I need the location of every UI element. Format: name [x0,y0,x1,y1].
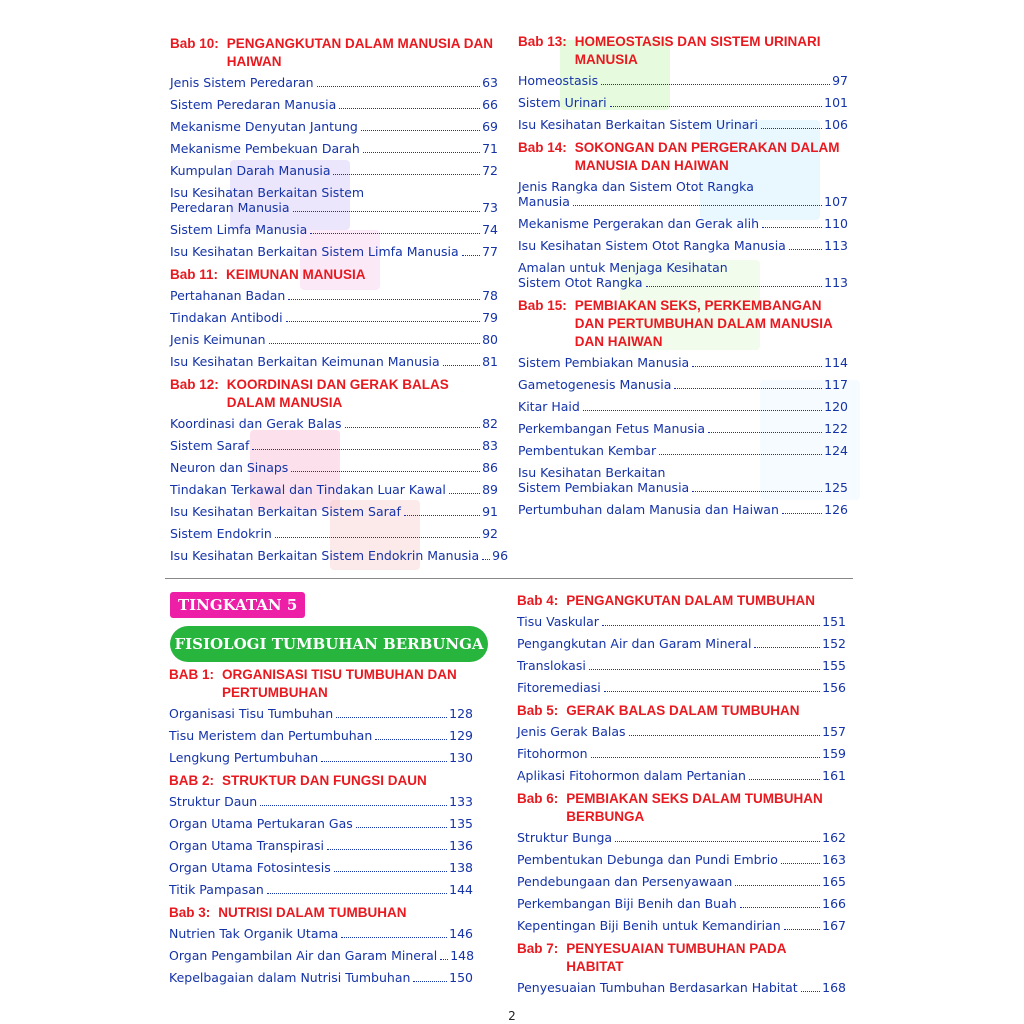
entry-title: Perkembangan Fetus Manusia [518,421,706,436]
chapter-number: Bab 3: [169,905,211,920]
entry-title: Pendebungaan dan Persenyawaan [517,874,733,889]
dot-leader [615,841,820,842]
entry-title: Fitoremediasi [517,680,601,695]
dot-leader [361,130,480,131]
chapter-heading [169,772,473,790]
toc-entry[interactable] [518,260,848,290]
chapter-heading [170,376,498,412]
dot-leader [692,366,822,367]
entry-title: Kitar Haid [518,399,580,414]
chapter-number: Bab 10: [170,36,219,51]
toc-entry[interactable] [170,222,498,237]
entry-page-number: 96 [492,548,509,563]
dot-leader [286,321,480,322]
entry-title: Fitohormon [517,746,588,761]
chapter-title: HOMEOSTASIS DAN SISTEM URINARI MANUSIA [574,34,821,67]
entry-page-number: 69 [482,119,498,134]
toc-entry[interactable] [517,636,846,651]
entry-title: Gametogenesis Manusia [518,377,672,392]
entry-page-number: 144 [449,882,473,897]
chapter-heading [518,297,848,351]
chapter-number: Bab 6: [517,791,559,806]
dot-leader [327,849,447,850]
dot-leader [659,454,822,455]
entry-page-number: 126 [824,502,848,517]
dot-leader [293,211,481,212]
toc-entry[interactable] [169,882,473,897]
entry-page-number: 117 [824,377,848,392]
dot-leader [404,515,480,516]
dot-leader [267,893,447,894]
entry-title: Koordinasi dan Gerak Balas [170,416,342,431]
entry-page-number: 83 [482,438,498,453]
dot-leader [781,863,820,864]
entry-title: Tisu Meristem dan Pertumbuhan [169,728,373,743]
entry-page-number: 74 [482,222,498,237]
toc-entry[interactable] [517,874,846,889]
dot-leader [356,827,447,828]
chapter-heading [170,35,498,71]
dot-leader [275,537,480,538]
entry-title: Homeostasis [518,73,599,88]
dot-leader [341,937,447,938]
toc-entry[interactable] [517,830,846,845]
entry-title: Organisasi Tisu Tumbuhan [169,706,334,721]
entry-page-number: 91 [482,504,498,519]
section-divider [165,578,853,579]
entry-title: Peredaran Manusia [170,200,290,215]
dot-leader [801,991,820,992]
dot-leader [321,761,447,762]
dot-leader [339,108,480,109]
dot-leader [591,757,821,758]
entry-title: Kepelbagaian dalam Nutrisi Tumbuhan [169,970,411,985]
entry-title: Mekanisme Pembekuan Darah [170,141,360,156]
entry-title: Mekanisme Denyutan Jantung [170,119,358,134]
toc-entry[interactable] [170,438,498,453]
chapter-title: ORGANISASI TISU TUMBUHAN DAN PERTUMBUHAN [222,667,457,700]
entry-title: Isu Kesihatan Berkaitan Sistem Limfa Manusia [170,244,459,259]
dot-leader [334,871,447,872]
entry-title: Penyesuaian Tumbuhan Berdasarkan Habitat [517,980,798,995]
entry-title: Isu Kesihatan Berkaitan Sistem Urinari [518,117,759,132]
entry-title: Kepentingan Biji Benih untuk Kemandirian [517,918,781,933]
entry-page-number: 146 [449,926,473,941]
chapter-heading [518,33,848,69]
contents-column-top-right [518,28,848,524]
dot-leader [345,427,481,428]
dot-leader [449,493,480,494]
toc-entry[interactable] [170,460,498,475]
chapter-number: Bab 15: [518,298,567,313]
dot-leader [440,959,448,960]
toc-entry[interactable] [170,288,498,303]
dot-leader [789,249,822,250]
entry-page-number: 86 [482,460,498,475]
toc-entry[interactable] [170,141,498,156]
chapter-number: BAB 2: [169,773,215,788]
entry-title: Struktur Bunga [517,830,613,845]
toc-entry[interactable] [170,482,498,497]
dot-leader [310,233,480,234]
toc-entry[interactable] [169,970,473,985]
dot-leader [288,299,480,300]
chapter-title: PENYESUAIAN TUMBUHAN PADA HABITAT [566,941,787,974]
chapter-number: Bab 11: [170,267,219,282]
toc-entry[interactable] [169,794,473,809]
toc-entry[interactable] [517,896,846,911]
dot-leader [333,174,480,175]
chapter-heading [518,139,848,175]
entry-page-number: 163 [822,852,846,867]
entry-title: Sistem Saraf [170,438,250,453]
toc-entry[interactable] [517,724,846,739]
dot-leader [589,669,820,670]
entry-title: Lengkung Pertumbuhan [169,750,319,765]
chapter-number: Bab 5: [517,703,559,718]
entry-title: Isu Kesihatan Berkaitan Sistem [170,185,365,200]
toc-entry[interactable] [170,416,498,431]
entry-title: Jenis Gerak Balas [517,724,626,739]
dot-leader [413,981,447,982]
entry-page-number: 124 [824,443,848,458]
entry-page-number: 155 [822,658,846,673]
entry-page-number: 152 [822,636,846,651]
toc-entry[interactable] [517,980,846,995]
dot-leader [782,513,822,514]
dot-leader [336,717,447,718]
entry-title: Manusia [518,194,570,209]
dot-leader [674,388,822,389]
toc-entry[interactable] [169,860,473,875]
entry-page-number: 72 [482,163,498,178]
chapter-heading [170,266,498,284]
toc-entry[interactable] [170,244,498,259]
dot-leader [462,255,480,256]
toc-entry[interactable] [170,97,498,112]
entry-page-number: 148 [450,948,475,963]
entry-title: Sistem Urinari [518,95,607,110]
entry-page-number: 159 [822,746,846,761]
entry-title: Organ Utama Transpirasi [169,838,324,853]
entry-title: Amalan untuk Menjaga Kesihatan [518,260,728,275]
toc-entry[interactable] [518,465,848,495]
dot-leader [749,779,820,780]
dot-leader [601,84,830,85]
toc-entry[interactable] [518,443,848,458]
entry-title: Organ Utama Fotosintesis [169,860,331,875]
entry-page-number: 82 [482,416,498,431]
entry-page-number: 107 [824,194,848,209]
dot-leader [762,227,822,228]
dot-leader [482,559,490,560]
chapter-heading [169,904,473,922]
entry-page-number: 166 [822,896,846,911]
chapter-number: Bab 12: [170,377,219,392]
entry-page-number: 161 [822,768,846,783]
chapter-title: PENGANGKUTAN DALAM MANUSIA DAN HAIWAN [226,36,494,69]
dot-leader [610,106,823,107]
toc-entry[interactable] [170,310,498,325]
toc-entry[interactable] [518,179,848,209]
chapter-heading [517,790,846,826]
entry-title: Pertumbuhan dalam Manusia dan Haiwan [518,502,779,517]
entry-title: Isu Kesihatan Berkaitan [518,465,666,480]
entry-page-number: 63 [482,75,498,90]
entry-title: Isu Kesihatan Sistem Otot Rangka Manusia [518,238,786,253]
toc-entry[interactable] [517,658,846,673]
toc-entry[interactable] [169,926,473,941]
toc-entry[interactable] [517,918,846,933]
toc-entry[interactable] [170,526,498,541]
entry-title: Isu Kesihatan Berkaitan Sistem Endokrin Manusia [170,548,480,563]
dot-leader [252,449,480,450]
entry-page-number: 92 [482,526,498,541]
entry-title: Isu Kesihatan Berkaitan Sistem Saraf [170,504,401,519]
dot-leader [269,343,480,344]
entry-page-number: 133 [449,794,473,809]
entry-title: Sistem Otot Rangka [518,275,643,290]
dot-leader [708,432,822,433]
entry-page-number: 168 [822,980,846,995]
chapter-title: PENGANGKUTAN DALAM TUMBUHAN [566,593,815,608]
entry-title: Perkembangan Biji Benih dan Buah [517,896,737,911]
entry-title: Tindakan Antibodi [170,310,283,325]
chapter-title: KOORDINASI DAN GERAK BALAS DALAM MANUSIA [226,377,449,410]
toc-entry[interactable] [518,377,848,392]
dot-leader [291,471,480,472]
entry-page-number: 113 [824,275,848,290]
toc-entry[interactable] [517,852,846,867]
entry-title: Struktur Daun [169,794,258,809]
entry-title: Pengangkutan Air dan Garam Mineral [517,636,752,651]
toc-entry[interactable] [518,216,848,231]
chapter-title: PEMBIAKAN SEKS, PERKEMBANGAN DAN PERTUMBUHAN DALAM MANUSIA DAN HAIWAN [574,298,833,349]
entry-page-number: 113 [824,238,848,253]
entry-title: Sistem Pembiakan Manusia [518,480,690,495]
toc-entry[interactable] [170,354,498,369]
entry-page-number: 122 [824,421,848,436]
chapter-heading [169,666,473,702]
entry-title: Sistem Endokrin [170,526,272,541]
dot-leader [692,491,822,492]
chapter-number: Bab 7: [517,941,559,956]
chapter-number: Bab 13: [518,34,567,49]
toc-entry[interactable] [518,117,848,132]
toc-entry[interactable] [169,706,473,721]
entry-page-number: 129 [449,728,473,743]
dot-leader [761,128,822,129]
entry-title: Nutrien Tak Organik Utama [169,926,339,941]
dot-leader [646,286,823,287]
toc-entry[interactable] [517,746,846,761]
entry-title: Sistem Pembiakan Manusia [518,355,690,370]
entry-page-number: 125 [824,480,848,495]
dot-leader [754,647,820,648]
dot-leader [317,86,481,87]
toc-entry[interactable] [518,421,848,436]
entry-page-number: 66 [482,97,498,112]
toc-entry[interactable] [170,119,498,134]
toc-entry[interactable] [518,238,848,253]
entry-page-number: 73 [482,200,498,215]
contents-column-top-left [170,30,509,570]
entry-title: Tisu Vaskular [517,614,599,629]
entry-page-number: 165 [822,874,846,889]
entry-title: Aplikasi Fitohormon dalam Pertanian [517,768,746,783]
toc-entry[interactable] [517,768,846,783]
entry-page-number: 79 [482,310,498,325]
entry-page-number: 97 [832,73,848,88]
toc-entry[interactable] [517,680,846,695]
entry-page-number: 151 [822,614,846,629]
entry-page-number: 78 [482,288,498,303]
entry-page-number: 80 [482,332,498,347]
toc-entry[interactable] [518,73,848,88]
toc-entry[interactable] [518,355,848,370]
dot-leader [573,205,822,206]
toc-entry[interactable] [169,750,473,765]
toc-entry[interactable] [169,948,473,963]
entry-page-number: 71 [482,141,498,156]
entry-page-number: 150 [449,970,473,985]
chapter-heading [517,702,846,720]
entry-page-number: 89 [482,482,498,497]
toc-entry[interactable] [170,332,498,347]
contents-column-bottom-right [517,587,846,1002]
entry-page-number: 138 [449,860,473,875]
entry-title: Pembentukan Debunga dan Pundi Embrio [517,852,778,867]
chapter-number: BAB 1: [169,667,215,682]
entry-page-number: 77 [482,244,498,259]
chapter-title: STRUKTUR DAN FUNGSI DAUN [222,773,427,788]
dot-leader [740,907,820,908]
dot-leader [629,735,821,736]
dot-leader [363,152,480,153]
dot-leader [375,739,447,740]
toc-entry[interactable] [170,504,498,519]
entry-page-number: 106 [824,117,848,132]
dot-leader [604,691,820,692]
toc-entry[interactable] [170,163,498,178]
chapter-number: Bab 4: [517,593,559,608]
entry-page-number: 135 [449,816,473,831]
dot-leader [602,625,820,626]
entry-page-number: 130 [449,750,473,765]
entry-title: Sistem Limfa Manusia [170,222,308,237]
chapter-title: PEMBIAKAN SEKS DALAM TUMBUHAN BERBUNGA [566,791,823,824]
page-number: 2 [508,1009,516,1023]
entry-page-number: 157 [822,724,846,739]
entry-title: Jenis Rangka dan Sistem Otot Rangka [518,179,754,194]
toc-entry[interactable] [518,399,848,414]
chapter-heading [517,940,846,976]
toc-entry[interactable] [518,502,848,517]
theme-badge: FISIOLOGI TUMBUHAN BERBUNGA [170,626,488,662]
entry-page-number: 101 [824,95,848,110]
toc-entry[interactable] [518,95,848,110]
toc-entry[interactable] [517,614,846,629]
entry-page-number: 114 [824,355,848,370]
entry-page-number: 120 [824,399,848,414]
dot-leader [260,805,447,806]
entry-title: Kumpulan Darah Manusia [170,163,331,178]
chapter-title: KEIMUNAN MANUSIA [226,267,366,282]
entry-title: Jenis Keimunan [170,332,266,347]
dot-leader [784,929,821,930]
toc-entry[interactable] [169,728,473,743]
dot-leader [735,885,820,886]
toc-entry[interactable] [169,838,473,853]
form-badge: TINGKATAN 5 [170,592,305,618]
entry-title: Titik Pampasan [169,882,264,897]
entry-page-number: 110 [824,216,848,231]
toc-entry[interactable] [169,816,473,831]
entry-title: Pembentukan Kembar [518,443,657,458]
chapter-heading [517,592,846,610]
entry-title: Organ Pengambilan Air dan Garam Mineral [169,948,438,963]
dot-leader [443,365,480,366]
toc-entry[interactable] [170,75,498,90]
chapter-title: NUTRISI DALAM TUMBUHAN [218,905,407,920]
entry-page-number: 167 [822,918,846,933]
entry-title: Translokasi [517,658,586,673]
entry-page-number: 128 [449,706,473,721]
entry-title: Tindakan Terkawal dan Tindakan Luar Kawal [170,482,446,497]
entry-page-number: 162 [822,830,846,845]
entry-title: Neuron dan Sinaps [170,460,289,475]
toc-entry[interactable] [170,185,498,215]
entry-title: Mekanisme Pergerakan dan Gerak alih [518,216,760,231]
entry-page-number: 156 [822,680,846,695]
contents-column-bottom-left [169,661,473,992]
entry-title: Isu Kesihatan Berkaitan Keimunan Manusia [170,354,440,369]
entry-title: Organ Utama Pertukaran Gas [169,816,353,831]
entry-title: Pertahanan Badan [170,288,286,303]
toc-entry[interactable] [170,548,509,563]
chapter-number: Bab 14: [518,140,567,155]
entry-title: Sistem Peredaran Manusia [170,97,337,112]
entry-page-number: 136 [449,838,473,853]
chapter-title: SOKONGAN DAN PERGERAKAN DALAM MANUSIA DAN HAIWAN [574,140,840,173]
dot-leader [583,410,822,411]
entry-page-number: 81 [482,354,498,369]
entry-title: Jenis Sistem Peredaran [170,75,314,90]
chapter-title: GERAK BALAS DALAM TUMBUHAN [566,703,800,718]
